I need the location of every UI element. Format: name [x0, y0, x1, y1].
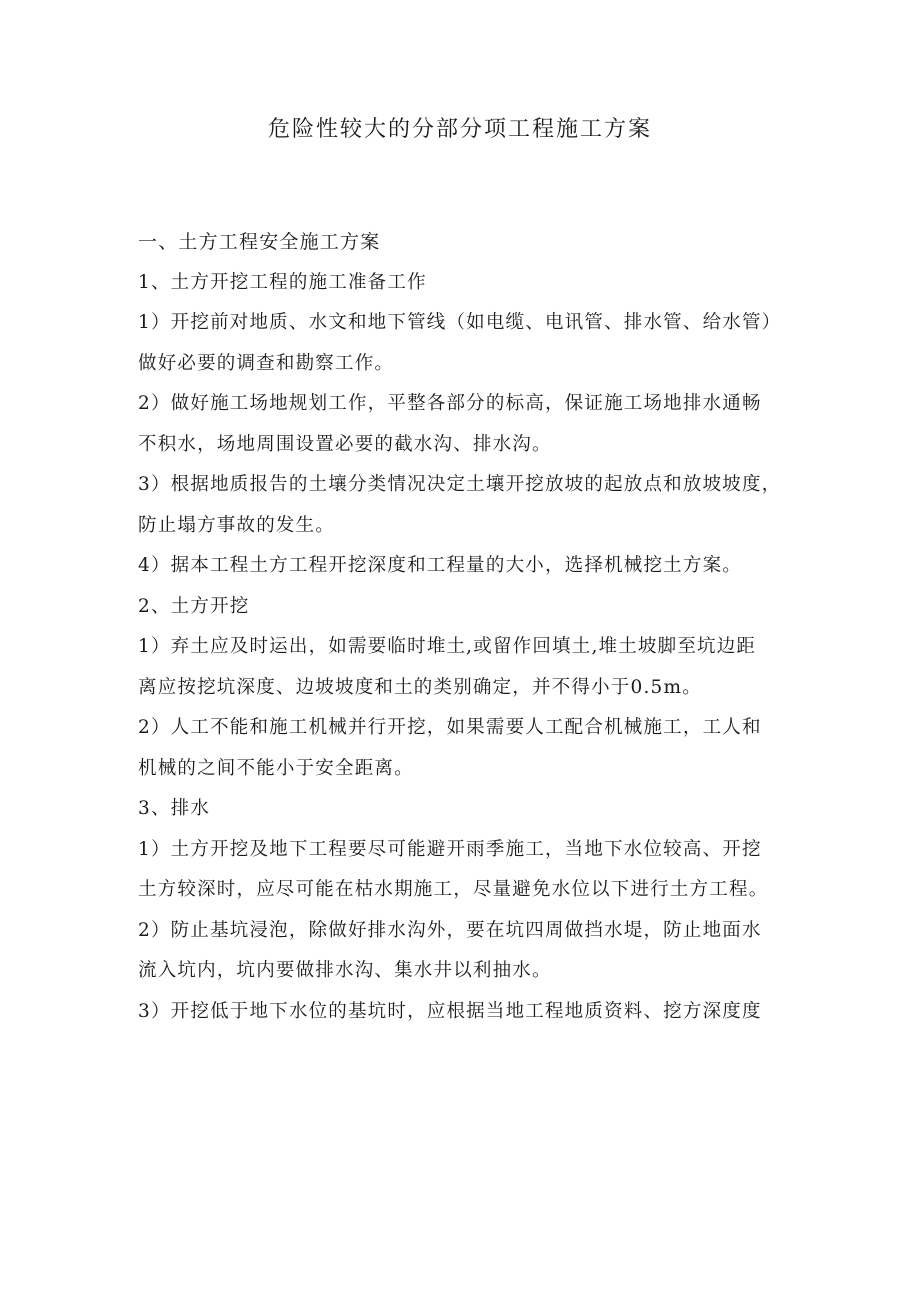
paragraph-line: 1）弃土应及时运出，如需要临时堆土,或留作回填土,堆土坡脚至坑边距: [138, 636, 757, 657]
paragraph-line: 3）根据地质报告的土壤分类情况决定土壤开挖放坡的起放点和放坡坡度，: [138, 474, 782, 495]
paragraph-line: 2）人工不能和施工机械并行开挖，如果需要人工配合机械施工，工人和: [138, 717, 762, 738]
paragraph-line: 做好必要的调查和勘察工作。: [138, 352, 395, 374]
paragraph-line: 1）土方开挖及地下工程要尽可能避开雨季施工，当地下水位较高、开挖: [138, 838, 762, 860]
section-heading: 一、土方工程安全施工方案: [138, 231, 381, 253]
paragraph-line: 离应按挖坑深度、边坡坡度和土的类别确定，并不得小于0.5m。: [138, 676, 702, 698]
paragraph-line: 土方较深时，应尽可能在枯水期施工，尽量避免水位以下进行土方工程。: [138, 879, 769, 900]
paragraph-line: 2）防止基坑浸泡，除做好排水沟外，要在坑四周做挡水堤，防止地面水: [138, 919, 762, 941]
subsection-heading: 2、土方开挖: [138, 595, 250, 617]
subsection-heading: 1、土方开挖工程的施工准备工作: [138, 271, 427, 293]
paragraph-line: 流入坑内，坑内要做排水沟、集水井以利抽水。: [138, 960, 552, 981]
paragraph-line: 2）做好施工场地规划工作，平整各部分的标高，保证施工场地排水通畅: [138, 393, 762, 414]
paragraph-line: 机械的之间不能小于安全距离。: [138, 757, 414, 779]
paragraph-line: 防止塌方事故的发生。: [138, 514, 336, 536]
paragraph-line: 1）开挖前对地质、水文和地下管线（如电缆、电讯管、排水管、给水管）: [138, 312, 782, 333]
paragraph-line: 4）据本工程土方工程开挖深度和工程量的大小，选择机械挖土方案。: [138, 555, 742, 576]
subsection-heading: 3、排水: [138, 798, 211, 819]
document-title: 危险性较大的分部分项工程施工方案: [267, 117, 652, 142]
paragraph-line: 不积水，场地周围设置必要的截水沟、排水沟。: [138, 433, 552, 455]
paragraph-line: 3）开挖低于地下水位的基坑时，应根据当地工程地质资料、挖方深度度: [138, 1000, 762, 1022]
document-body: [138, 222, 798, 1032]
